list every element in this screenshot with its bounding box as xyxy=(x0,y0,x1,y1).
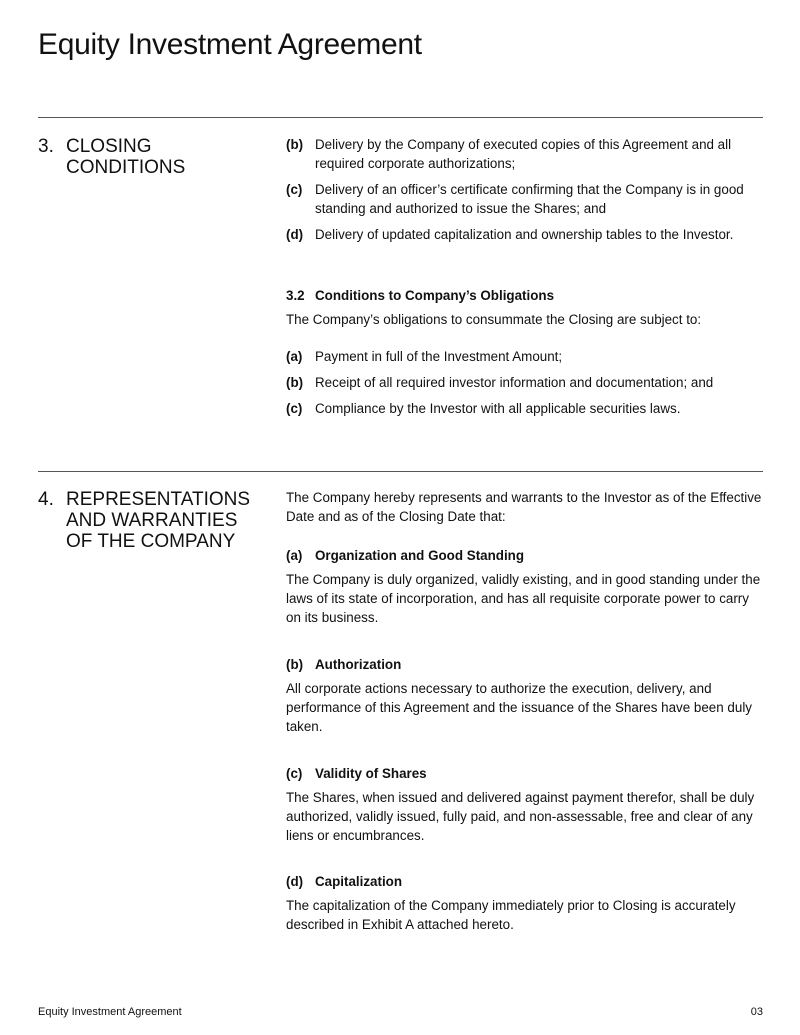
footer-title: Equity Investment Agreement xyxy=(38,1006,182,1018)
divider xyxy=(38,117,763,118)
section-title: REPRESENTATIONS AND WARRANTIES OF THE COMPANY xyxy=(66,489,251,552)
list-item xyxy=(286,373,764,392)
clause-c xyxy=(286,764,764,845)
item-text: Receipt of all required investor information and documentation; and xyxy=(315,375,714,390)
item-text: Delivery by the Company of executed copies of this Agreement and all required corporate authorizations; xyxy=(315,137,732,171)
page-number: 03 xyxy=(750,1006,763,1018)
item-label: (b) xyxy=(286,137,304,152)
section-number: 4. xyxy=(38,489,54,510)
subsection-number: 3.2 xyxy=(286,288,305,303)
item-label: (c) xyxy=(286,401,303,416)
clause-title: Organization and Good Standing xyxy=(315,548,525,563)
item-label: (a) xyxy=(286,349,303,364)
list-item xyxy=(286,180,764,218)
subsection-intro: The Company’s obligations to consummate the Closing are subject to: xyxy=(286,312,702,327)
clause-label: (c) xyxy=(286,766,303,781)
clause-heading xyxy=(286,872,764,891)
clause-heading xyxy=(286,546,764,565)
item-label: (d) xyxy=(286,227,304,242)
section-number: 3. xyxy=(38,136,54,157)
clause-text: The Company is duly organized, validly existing, and in good standing under the laws of its state of incorporation, and has all requisite corporate power to carry on its business. xyxy=(286,572,761,625)
clause-heading xyxy=(286,655,764,674)
item-label: (b) xyxy=(286,375,304,390)
clause-text: The Shares, when issued and delivered against payment therefor, shall be duly authorized, validly issued, fully paid, and non-assessable, free and clear of any liens or encumbrances. xyxy=(286,790,755,843)
document-title: Equity Investment Agreement xyxy=(38,28,422,61)
list-item xyxy=(286,399,764,418)
clause-label: (b) xyxy=(286,657,304,672)
clause-b xyxy=(286,655,764,736)
clause-a xyxy=(286,546,764,627)
clause-label: (a) xyxy=(286,548,303,563)
item-text: Delivery of an officer’s certificate confirming that the Company is in good standing and authorized to issue the Shares; and xyxy=(315,182,744,216)
list-item xyxy=(286,135,764,173)
clause-text: The capitalization of the Company immediately prior to Closing is accurately described in Exhibit A attached hereto. xyxy=(286,898,736,932)
subsection-heading xyxy=(286,286,764,305)
clause-heading xyxy=(286,764,764,783)
item-text: Compliance by the Investor with all applicable securities laws. xyxy=(315,401,681,416)
item-label: (c) xyxy=(286,182,303,197)
item-text: Payment in full of the Investment Amount; xyxy=(315,349,563,364)
clause-label: (d) xyxy=(286,874,304,889)
section-3-heading xyxy=(38,136,268,178)
clause-title: Validity of Shares xyxy=(315,766,427,781)
section-title: CLOSING CONDITIONS xyxy=(66,136,186,178)
clause-text: All corporate actions necessary to authorize the execution, delivery, and performance of this Agreement and the issuance of the Shares have been duly taken. xyxy=(286,681,752,734)
clause-title: Capitalization xyxy=(315,874,403,889)
section-4-intro: The Company hereby represents and warrants to the Investor as of the Effective Date and as of the Closing Date that: xyxy=(286,490,762,524)
item-text: Delivery of updated capitalization and ownership tables to the Investor. xyxy=(315,227,734,242)
section-3-items xyxy=(286,135,764,244)
section-3-2-items xyxy=(286,347,764,418)
list-item xyxy=(286,347,764,366)
clause-d xyxy=(286,872,764,934)
divider xyxy=(38,471,763,472)
list-item xyxy=(286,225,764,244)
section-4-heading xyxy=(38,489,268,552)
subsection-title: Conditions to Company’s Obligations xyxy=(315,288,555,303)
clause-title: Authorization xyxy=(315,657,402,672)
subsection-3-2 xyxy=(286,286,764,329)
